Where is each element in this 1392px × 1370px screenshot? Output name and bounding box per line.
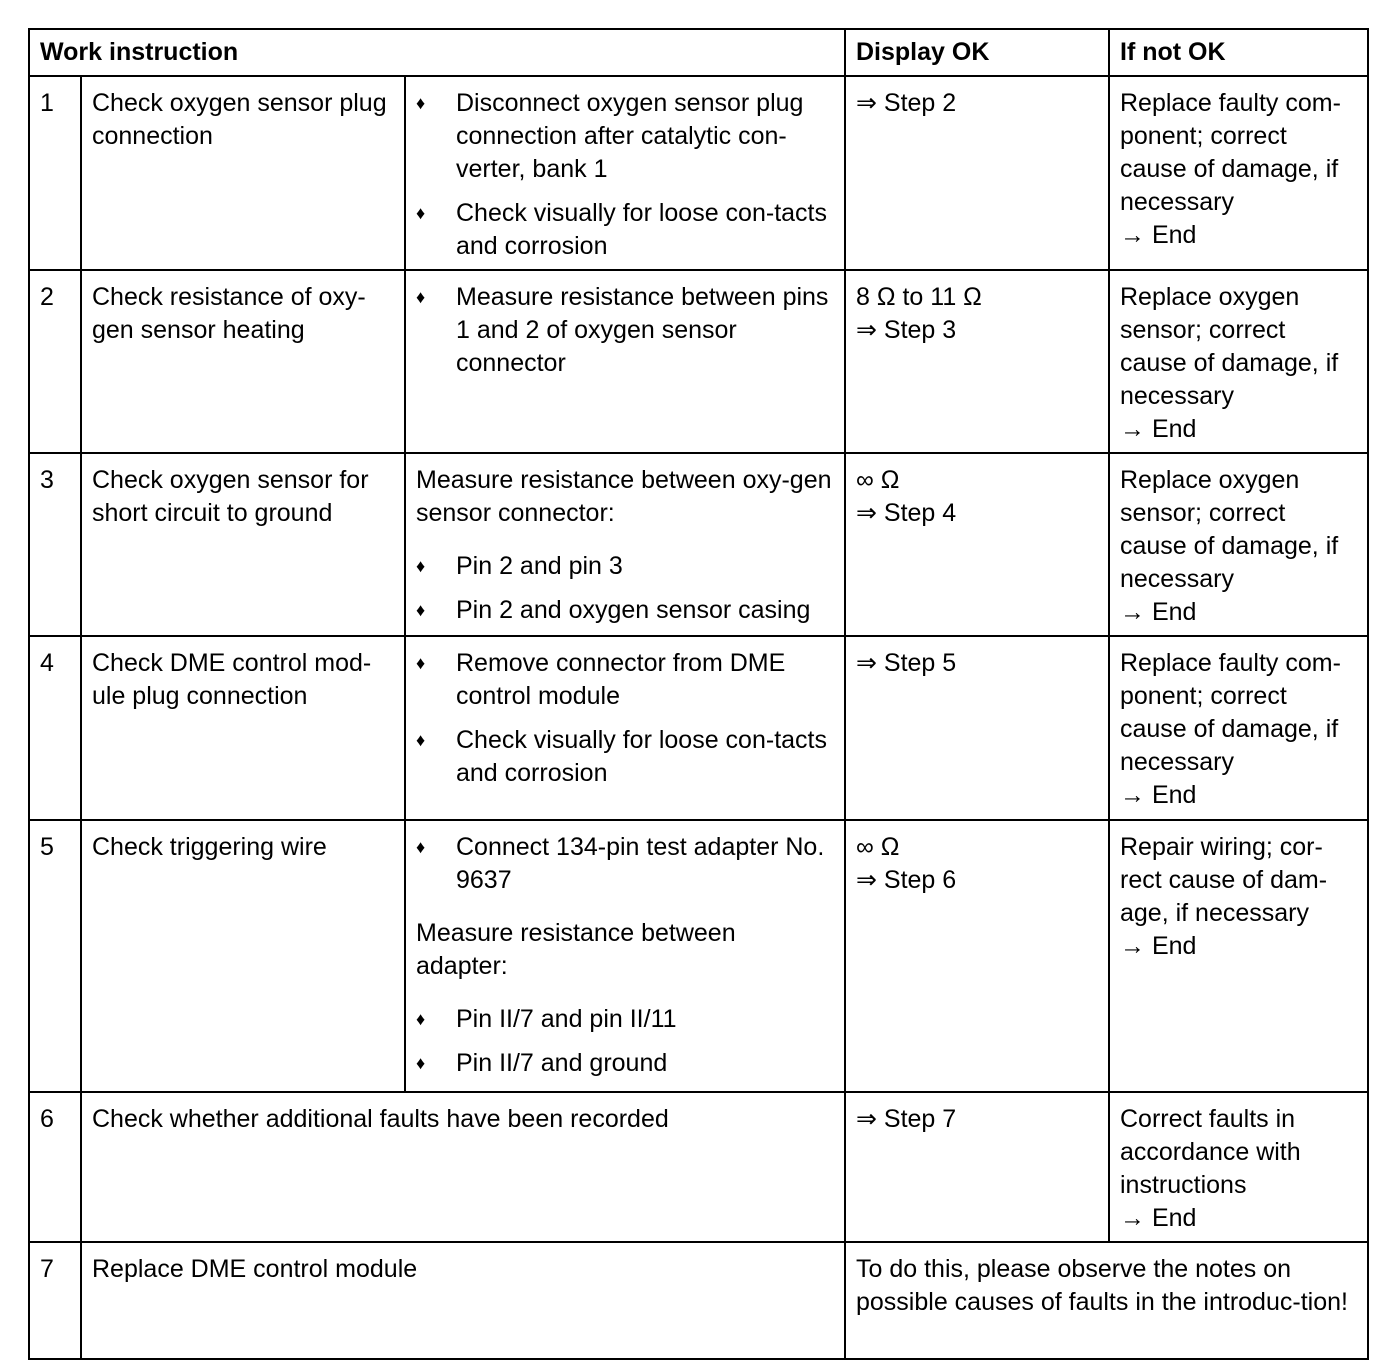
bullet-diamond-icon: ♦ [416, 653, 426, 673]
table-header-row [29, 29, 1368, 76]
step-number: 4 [29, 636, 81, 820]
if-not-ok-cell: Replace faulty com-ponent; correct cause of damage, if necessary → End [1109, 76, 1368, 270]
step-number: 2 [29, 270, 81, 453]
step-number: 6 [29, 1092, 81, 1242]
bullet-item: ♦ Pin II/7 and ground [416, 1047, 834, 1080]
bullet-item: ♦ Connect 134-pin test adapter No. 9637 [416, 831, 834, 897]
display-ok-cell: ⇒ Step 5 [845, 636, 1109, 820]
procedure-cell: ♦ Connect 134-pin test adapter No. 9637 Measure resistance between adapter: ♦ Pin II/7 and pin II/11 ♦ Pin II/7 and ground [405, 820, 845, 1092]
step-number: 3 [29, 453, 81, 636]
table-row [29, 76, 1368, 270]
if-not-ok-cell: Repair wiring; cor-rect cause of dam-age, if necessary → End [1109, 820, 1368, 1092]
task-cell: Check DME control mod-ule plug connection [81, 636, 405, 820]
task-cell: Check resistance of oxy-gen sensor heating [81, 270, 405, 453]
display-ok-cell: ∞ Ω ⇒ Step 4 [845, 453, 1109, 636]
bullet-item: ♦ Measure resistance between pins 1 and 2 of oxygen sensor connector [416, 281, 834, 380]
work-instruction-table [28, 28, 1369, 1360]
task-cell: Check oxygen sensor plug connection [81, 76, 405, 270]
table-row [29, 820, 1368, 1092]
bullet-diamond-icon: ♦ [416, 287, 426, 307]
header-work-instruction: Work instruction [29, 29, 845, 76]
bullet-diamond-icon: ♦ [416, 203, 426, 223]
bullet-item: ♦ Remove connector from DME control module [416, 647, 834, 713]
step-number: 1 [29, 76, 81, 270]
bullet-item: ♦ Check visually for loose con-tacts and corrosion [416, 197, 834, 263]
bullet-item: ♦ Pin 2 and pin 3 [416, 550, 834, 583]
task-cell: Check oxygen sensor for short circuit to ground [81, 453, 405, 636]
procedure-cell [405, 636, 845, 820]
step-number: 7 [29, 1242, 81, 1359]
if-not-ok-cell: Replace oxygen sensor; correct cause of damage, if necessary → End [1109, 453, 1368, 636]
display-ok-cell: ⇒ Step 7 [845, 1092, 1109, 1242]
bullet-diamond-icon: ♦ [416, 93, 426, 113]
task-cell: Check whether additional faults have been recorded [81, 1092, 845, 1242]
if-not-ok-cell: Replace oxygen sensor; correct cause of damage, if necessary → End [1109, 270, 1368, 453]
bullet-diamond-icon: ♦ [416, 730, 426, 750]
procedure-cell [405, 76, 845, 270]
bullet-item: ♦ Pin II/7 and pin II/11 [416, 1003, 834, 1036]
bullet-diamond-icon: ♦ [416, 1053, 426, 1073]
bullet-diamond-icon: ♦ [416, 556, 426, 576]
task-cell: Check triggering wire [81, 820, 405, 1092]
task-cell: Replace DME control module [81, 1242, 845, 1359]
bullet-diamond-icon: ♦ [416, 600, 426, 620]
procedure-cell: Measure resistance between oxy-gen sensor connector: ♦ Pin 2 and pin 3 ♦ Pin 2 and oxygen sensor casing [405, 453, 845, 636]
note-cell: To do this, please observe the notes on possible causes of faults in the introduc-tion! [845, 1242, 1368, 1359]
display-ok-cell: ∞ Ω ⇒ Step 6 [845, 820, 1109, 1092]
table-row [29, 1242, 1368, 1359]
bullet-diamond-icon: ♦ [416, 837, 426, 857]
if-not-ok-cell: Replace faulty com-ponent; correct cause of damage, if necessary → End [1109, 636, 1368, 820]
bullet-item: ♦ Disconnect oxygen sensor plug connection after catalytic con-verter, bank 1 [416, 87, 834, 186]
display-ok-cell: 8 Ω to 11 Ω ⇒ Step 3 [845, 270, 1109, 453]
header-display-ok: Display OK [845, 29, 1109, 76]
table-row [29, 1092, 1368, 1242]
step-number: 5 [29, 820, 81, 1092]
procedure-cell [405, 270, 845, 453]
bullet-item: ♦ Check visually for loose con-tacts and corrosion [416, 724, 834, 790]
bullet-diamond-icon: ♦ [416, 1009, 426, 1029]
table-row [29, 270, 1368, 453]
bullet-item: ♦ Pin 2 and oxygen sensor casing [416, 594, 834, 627]
header-if-not-ok: If not OK [1109, 29, 1368, 76]
if-not-ok-cell: Correct faults in accordance with instructions → End [1109, 1092, 1368, 1242]
table-row [29, 636, 1368, 820]
table-row [29, 453, 1368, 636]
display-ok-cell: ⇒ Step 2 [845, 76, 1109, 270]
